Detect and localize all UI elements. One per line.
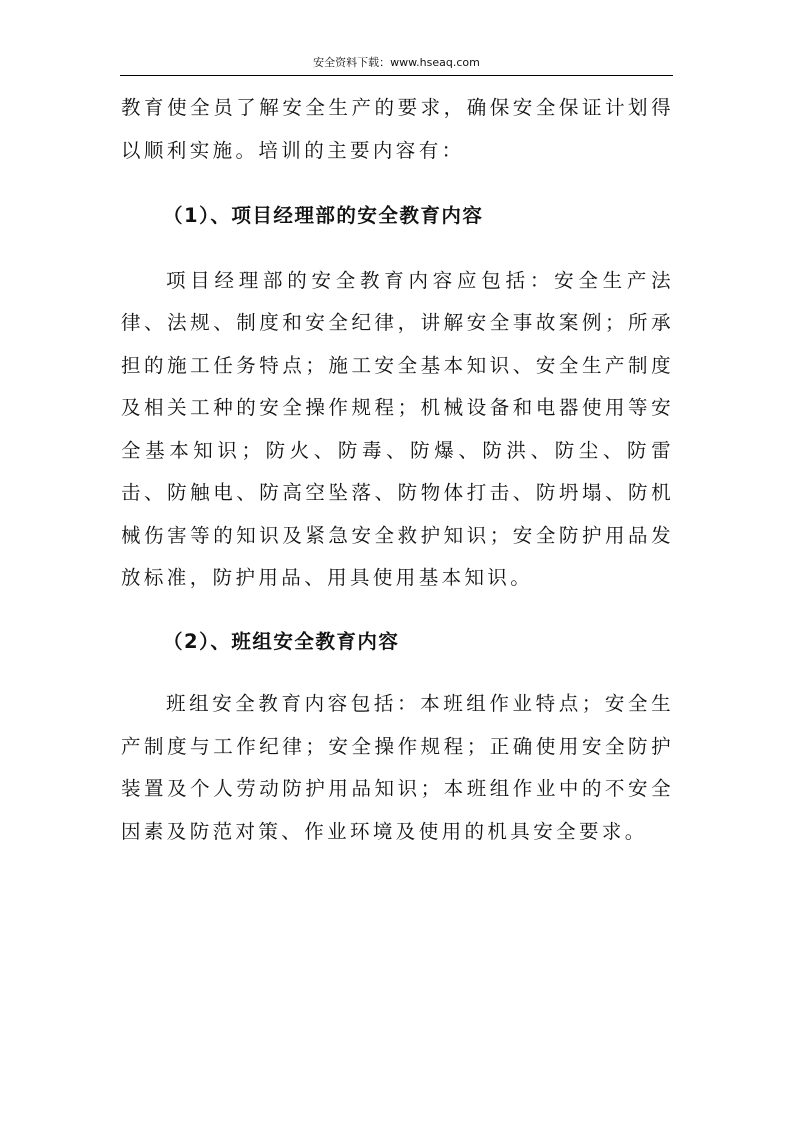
page-header: 安全资料下载：www.hseaq.com	[313, 56, 480, 69]
document-body	[121, 87, 674, 853]
section-paragraph-2: 班组安全教育内容包括：本班组作业特点；安全生产制度与工作纪律；安全操作规程；正确使用安全防护装置及个人劳动防护用品知识；本班组作业中的不安全因素及防范对策、作业环境及使用的机具安全要求。	[121, 692, 674, 843]
spacer	[121, 238, 674, 260]
spacer	[121, 172, 674, 195]
section-heading-1: （1）、项目经理部的安全教育内容	[163, 204, 484, 227]
header-divider	[120, 75, 673, 76]
spacer	[121, 663, 674, 683]
section-heading-2: （2）、班组安全教育内容	[163, 629, 400, 653]
section-paragraph-1: 项目经理部的安全教育内容应包括：安全生产法律、法规、制度和安全纪律，讲解安全事故案例；所承担的施工任务特点；施工安全基本知识、安全生产制度及相关工种的安全操作规程；机械设备和电器使用等安全基本知识；防火、防毒、防爆、防洪、防尘、防雷击、防触电、防高空坠落、防物体打击、防坍塌、防机械伤害等的知识及紧急安全救护知识；安全防护用品发放标准，防护用品、用具使用基本知识。	[121, 268, 674, 589]
spacer	[121, 600, 674, 621]
intro-paragraph: 教育使全员了解安全生产的要求，确保安全保证计划得以顺利实施。培训的主要内容有：	[121, 96, 674, 162]
